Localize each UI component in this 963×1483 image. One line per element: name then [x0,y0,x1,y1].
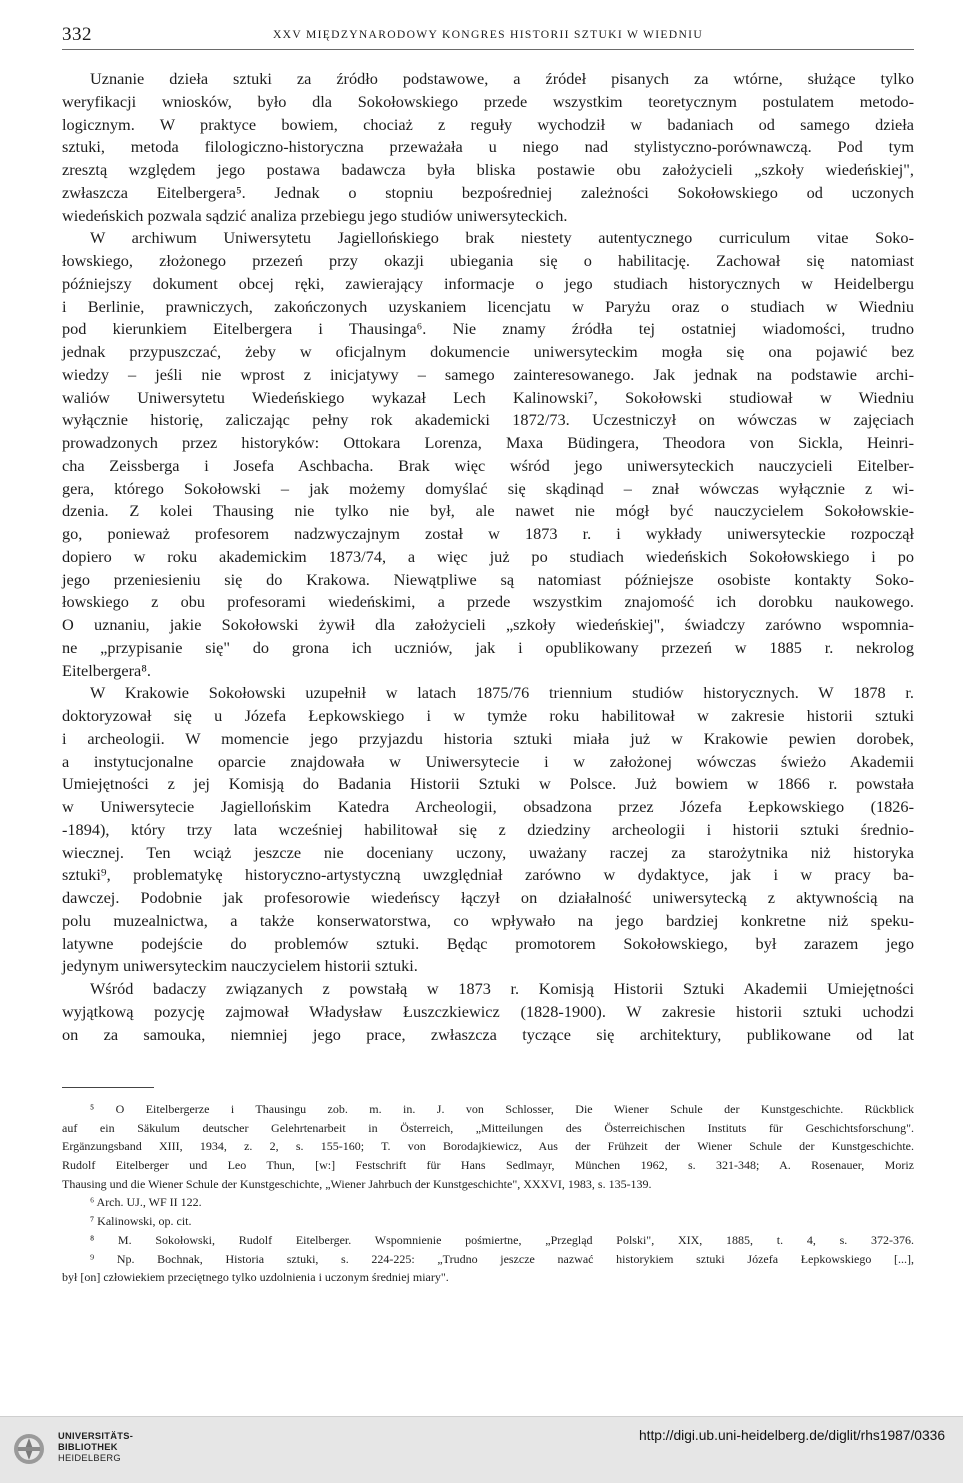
body-text-line: jednak przypuszczać, żeby w oficjalnym dokumencie uniwersyteckim mogła się ona pojawić bez [62,342,914,361]
body-text-line: Wśród badaczy związanych z powstałą w 1873 r. Komisją Historii Sztuki Akademii Umiejętności [90,979,914,998]
body-text-line: łowskiego, złożonego przezeń przy okazji ubiegania się o habilitację. Zachował się natomiast [62,251,914,270]
body-text-line: O uznaniu, jakie Sokołowski żywił dla założycieli „szkoły wiedeńskiej", świadczy zarówno wspomnia- [62,615,914,634]
body-text [62,68,914,1046]
header-rule [62,49,914,50]
body-text-line: latywne podejście do problemów sztuki. Będąc promotorem Sokołowskiego, był zarazem jego [62,933,914,953]
footnote-line: ⁹ Np. Bochnak, Historia sztuki, s. 224-225: „Trudno jeszcze nazwać historykiem sztuki Józefa Łepkowskiego [...], [90,1251,914,1266]
footnote-line: ⁵ O Eitelbergerze i Thausingu zob. m. in. J. von Schlosser, Die Wiener Schule der Kunstgeschichte. Rückblick [90,1102,914,1116]
body-text-line: łowskiego z obu profesorami wiedeńskimi, a przede wszystkim znajomość ich dorobku naukowego. [62,592,914,612]
logo-line-2: BIBLIOTHEK [58,1442,118,1452]
footnote-line: Ergänzungsband XIII, 1934, z. 2, s. 155-160; T. von Borodajkiewicz, Aus der Frühzeit der Wiener Schule der Kunstgeschichte. [62,1139,914,1154]
body-text-line: Umiejętności z jej Komisją do Badania Historii Sztuki w Polsce. Już bowiem w 1866 r. powstała [62,774,914,794]
running-title: XXV MIĘDZYNARODOWY KONGRES HISTORII SZTUKI W WIEDNIU [273,28,703,41]
footnote-line: był [on] człowiekiem przeciętnego tylko uzdolnienia i uczonym średniej miary". [62,1270,449,1285]
body-text-line: wyjątkową pozycję zajmował Władysław Łuszczkiewicz (1828-1900). W zakresie historii sztuki uchodzi [62,1001,914,1021]
logo-line-3: HEIDELBERG [58,1453,121,1463]
body-text-line: późniejszy dokument obcej ręki, zawierający informacje o jego studiach historycznych w Heidelbergu [62,273,914,293]
footnote-rule [62,1087,154,1088]
source-url-link[interactable]: http://digi.ub.uni-heidelberg.de/diglit/rhs1987/0336 [638,1428,945,1443]
body-text-line: jego przeniesieniu się do Krakowa. Niewątpliwe są natomiast późniejsze osobiste kontakty Soko- [62,569,914,589]
library-logo-text [58,1431,133,1464]
running-head [62,24,914,46]
body-text-line: logicznym. W praktyce bowiem, chociaż z reguły wychodził w badaniach od samego dzieła [62,114,914,134]
body-text-line: wiedeńskich pozwala sądzić analiza przebiegu jego studiów uniwersyteckich. [62,205,568,225]
body-text-line: Eitelbergera⁸. [62,660,151,680]
logo-line-1: UNIVERSITÄTS- [58,1431,134,1441]
body-text-line: zwłaszcza Eitelbergera⁵. Jednak o stopniu bezpośredniej zależności Sokołowskiego od uczonych [62,182,914,202]
footnote-line: ⁸ M. Sokołowski, Rudolf Eitelberger. Wspomnienie pośmiertne, „Przegląd Polski", XIX, 1885, t. 4, s. 372-376. [90,1232,914,1247]
body-text-line: Uznanie dzieła sztuki za źródło podstawowe, a źródeł pisanych za wtórne, służące tylko [90,69,914,88]
footnote-line: ⁷ Kalinowski, op. cit. [90,1214,192,1229]
footnote-line: ⁶ Arch. UJ., WF II 122. [90,1195,202,1210]
body-text-line: go, ponieważ profesorem nadzwyczajnym został w 1873 r. i wykłady uniwersyteckie rozpoczął [62,524,914,543]
body-text-line: waliów Uniwersytetu Wiedeńskiego wykazał Lech Kalinowski⁷, Sokołowski studiował w Wiedniu [62,387,914,407]
footnote-line: Thausing und die Wiener Schule der Kunstgeschichte, „Wiener Jahrbuch der Kunstgeschichte", XXXVI, 1983, s. 135-139. [62,1176,652,1191]
body-text-line: W Krakowie Sokołowski uzupełnił w latach 1875/76 triennium studiów historycznych. W 1878 r. [90,683,914,703]
body-text-line: W archiwum Uniwersytetu Jagiellońskiego brak niestety autentycznego curriculum vitae Soko- [90,228,914,248]
body-text-line: zresztą względem jego postawa badawcza była bliska postawie obu założycieli „szkoły wiedeńskiej", [62,160,914,179]
footer-bar [0,1416,963,1483]
body-text-line: on za samouka, niemniej jego prace, zwłaszcza tyczące się architektury, publikowane od lat [62,1024,914,1044]
page-number: 332 [62,24,92,45]
body-text-line: jedynym uniwersyteckim nauczycielem historii sztuki. [62,956,418,976]
body-text-line: ne „przypisanie się" do grona ich uczniów, jak i opublikowany przezeń w 1885 r. nekrolog [62,637,914,657]
body-text-line: i Berlinie, prawniczych, zakończonych uzyskaniem licencjatu w Paryżu oraz o studiach w Wiedniu [62,296,914,316]
body-text-line: dawczej. Podobnie jak profesorowie wiedeńscy łączył on działalność uniwersytecką z aktywnością na [62,888,914,907]
footnote-line: Rudolf Eitelberger und Leo Thun, [w:] Festschrift für Hans Sedlmayr, München 1962, s. 321-348; A. Rosenauer, Moriz [62,1158,914,1173]
body-text-line: wiecznej. Ten wciąż jeszcze nie doceniany uczony, uważany raczej za starożytnika niż historyka [62,842,914,862]
body-text-line: doktoryzował się u Józefa Łepkowskiego i w tymże roku habilitował w zakresie historii sztuki [62,706,914,725]
body-text-line: dzenia. Z kolei Thausing nie tylko nie był, ale nawet nie mógł być nauczycielem Sokołowskie- [62,501,914,521]
footnote-line: auf ein Säkulum deutscher Gelehrtenarbeit in Österreich, „Mitteilungen des Österreichischen Instituts für Geschichtsforschung". [62,1120,914,1135]
body-text-line: sztuki⁹, problematykę historyczno-artystyczną uwzględniał zarówno w dydaktyce, jak i w pracy ba- [62,865,914,885]
body-text-line: wyłącznie historię, zaliczając pełny rok akademicki 1872/73. Uczestniczył on wówczas w zajęciach [62,410,914,430]
body-text-line: dopiero w roku akademickim 1873/74, a więc już po studiach wiedeńskich Sokołowskiego i po [62,546,914,566]
body-text-line: prowadzonych przez historyków: Ottokara Lorenza, Maxa Büdingera, Theodora von Sickla, Heinri- [62,433,914,452]
body-text-line: wiedzy – jeśli nie wprost z inicjatywy – samego zainteresowanego. Jak jednak na podstawie archi- [62,364,914,384]
body-text-line: sztuki, metoda filologiczno-historyczna przeważała u niego nad stylistyczno-porównawczą. Pod tym [62,137,914,157]
body-text-line: pod kierunkiem Eitelbergera i Thausinga⁶. Nie znamy źródła tej ostatniej wiadomości, trudno [62,319,914,339]
body-text-line: w Uniwersytecie Jagiellońskim Katedra Archeologii, obsadzona przez Józefa Łepkowskiego (1826- [62,797,914,816]
body-text-line: polu muzealnictwa, a także konserwatorstwa, co wpływało na jego bardziej konkretne niż speku- [62,910,914,930]
body-text-line: cha Zeissberga i Josefa Aschbacha. Brak więc wśród jego uniwersyteckich nauczycieli Eitelber- [62,455,914,475]
body-text-line: gera, którego Sokołowski – jak możemy domyślać się skądinąd – znał wówczas wyłącznie z wi- [62,478,914,498]
body-text-line: -1894), który trzy lata wcześniej habilitował się z dziedziny archeologii i historii sztuki średnio- [62,819,914,839]
body-text-line: weryfikacji wniosków, było dla Sokołowskiego przede wszystkim teoretycznym postulatem metodo- [62,91,914,111]
body-text-line: a instytucjonalne oparcie znajdowała w Uniwersytecie i w założonej wówczas świeżo Akademii [62,751,914,771]
body-text-line: i archeologii. W momencie jego przyjazdu historia sztuki miała już w Krakowie pewien dorobek, [62,728,914,748]
footnotes [62,1100,914,1287]
university-library-seal-icon [11,1431,51,1467]
